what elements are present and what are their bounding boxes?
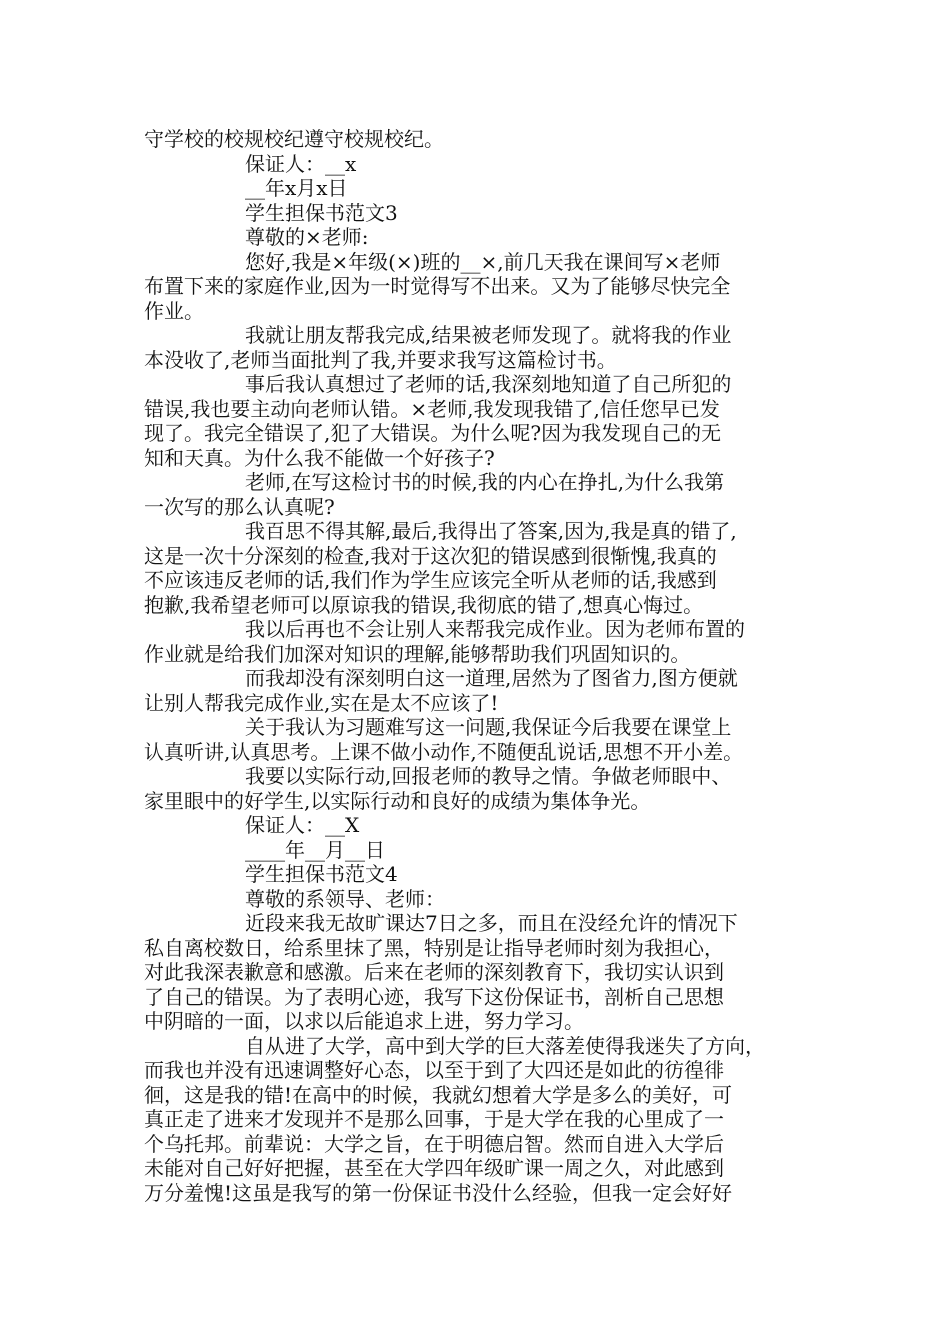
text-line: 中阴暗的一面，以求以后能追求上进，努力学习。: [144, 1009, 584, 1033]
text-line: 而我却没有深刻明白这一道理,居然为了图省力,图方便就: [245, 666, 738, 690]
text-line: 了自己的错误。为了表明心迹，我写下这份保证书，剖析自己思想: [144, 984, 724, 1009]
text-line: 错误,我也要主动向老师认错。×老师,我发现我错了,信任您早已发: [144, 396, 720, 421]
text-line: 让别人帮我完成作业,实在是太不应该了!: [144, 690, 499, 715]
text-line: 对此我深表歉意和感激。后来在老师的深刻教育下，我切实认识到: [144, 960, 724, 984]
text-line: 尊敬的系领导、老师：: [245, 886, 445, 911]
text-line: 这是一次十分深刻的检查,我对于这次犯的错误感到很惭愧,我真的: [144, 543, 717, 568]
text-line: 个乌托邦。前辈说：大学之旨，在于明德启智。然而自进入大学后: [144, 1131, 724, 1156]
text-line: 本没收了,老师当面批判了我,并要求我写这篇检讨书。: [144, 347, 617, 372]
text-line: 保证人：__x: [245, 151, 357, 176]
text-line: 保证人：__X: [245, 813, 360, 837]
text-line: 一次写的那么认真呢?: [144, 494, 335, 519]
text-line: 私自离校数日，给系里抹了黑，特别是让指导老师时刻为我担心，: [144, 935, 724, 960]
text-line: 认真听讲,认真思考。上课不做小动作,不随便乱说话,思想不开小差。: [144, 739, 744, 764]
text-line: 布置下来的家庭作业,因为一时觉得写不出来。又为了能够尽快完全: [144, 274, 731, 298]
text-line: 守学校的校规校纪遵守校规校纪。: [144, 127, 444, 151]
text-line: 学生担保书范文3: [245, 200, 398, 225]
text-line: 学生担保书范文4: [245, 862, 398, 886]
text-line: 现了。我完全错误了,犯了大错误。为什么呢?因为我发现自己的无: [144, 421, 722, 445]
text-line: 真正走了进来才发现并不是那么回事，于是大学在我的心里成了一: [144, 1107, 724, 1131]
text-line: 自从进了大学，高中到大学的巨大落差使得我迷失了方向，: [245, 1033, 765, 1058]
text-line: 近段来我无故旷课达7日之多，而且在没经允许的情况下: [245, 911, 738, 935]
text-line: ____年__月__日: [245, 837, 385, 862]
text-line: 不应该违反老师的话,我们作为学生应该完全听从老师的话,我感到: [144, 568, 717, 592]
text-line: 作业。: [144, 298, 204, 323]
text-line: 尊敬的×老师:: [245, 225, 369, 249]
text-line: 而我也并没有迅速调整好心态，以至于到了大四还是如此的彷徨徘: [144, 1058, 724, 1082]
text-line: 老师,在写这检讨书的时候,我的内心在挣扎,为什么我第: [245, 470, 725, 494]
text-line: 我以后再也不会让别人来帮我完成作业。因为老师布置的: [245, 617, 745, 641]
text-line: 我就让朋友帮我完成,结果被老师发现了。就将我的作业: [245, 323, 732, 347]
text-line: 作业就是给我们加深对知识的理解,能够帮助我们巩固知识的。: [144, 641, 691, 666]
text-line: 未能对自己好好把握，甚至在大学四年级旷课一周之久，对此感到: [144, 1156, 724, 1180]
text-line: 徊，这是我的错!在高中的时候，我就幻想着大学是多么的美好，可: [144, 1082, 733, 1107]
text-line: __年x月x日: [245, 176, 348, 200]
text-line: 家里眼中的好学生,以实际行动和良好的成绩为集体争光。: [144, 788, 651, 813]
text-line: 关于我认为习题难写这一问题,我保证今后我要在课堂上: [245, 715, 732, 739]
text-line: 抱歉,我希望老师可以原谅我的错误,我彻底的错了,想真心悔过。: [144, 592, 704, 617]
text-line: 事后我认真想过了老师的话,我深刻地知道了自己所犯的: [245, 372, 732, 396]
text-line: 我百思不得其解,最后,我得出了答案,因为,我是真的错了,: [245, 519, 737, 543]
text-line: 我要以实际行动,回报老师的教导之情。争做老师眼中、: [245, 764, 732, 788]
text-line: 万分羞愧!这虽是我写的第一份保证书没什么经验，但我一定会好好: [144, 1180, 733, 1205]
text-line: 您好,我是×年级(×)班的__×,前几天我在课间写×老师: [245, 249, 721, 274]
text-line: 知和天真。为什么我不能做一个好孩子?: [144, 445, 495, 470]
